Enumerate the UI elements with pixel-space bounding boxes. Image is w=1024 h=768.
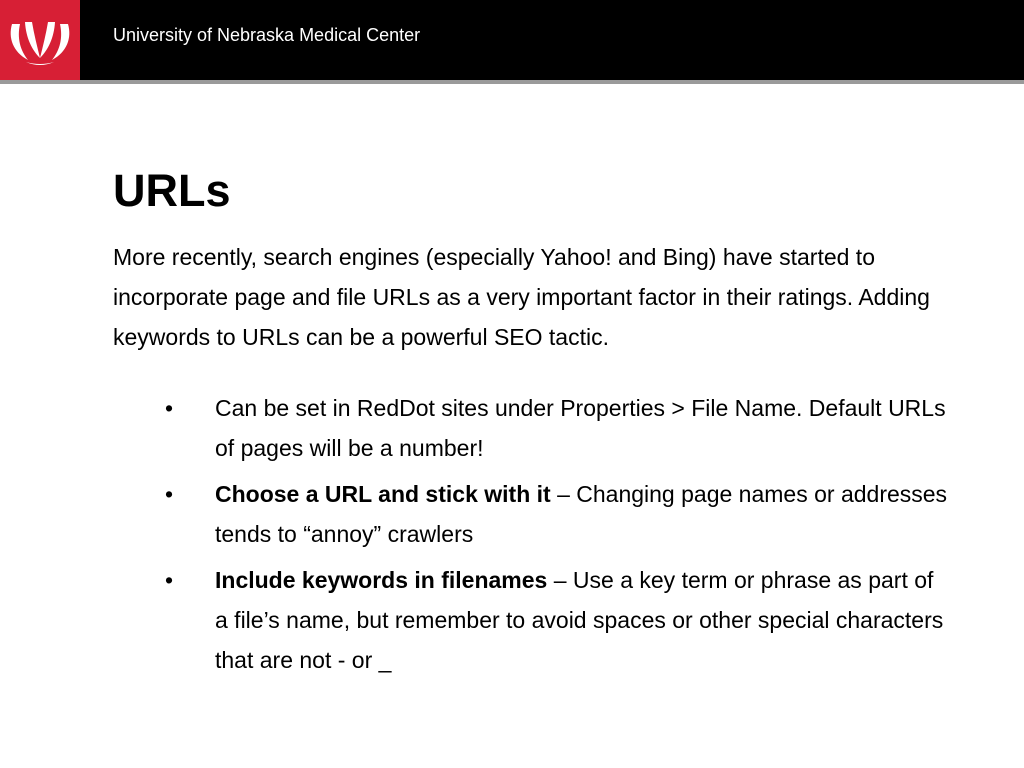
bullet-text: – Use a key term or phrase as part of a file’s name, but remember to avoid spaces or other special characters that are not - or _ (215, 567, 944, 673)
bullet-text: Can be set in RedDot sites under Properties > File Name. Default URLs of pages will be a number! (215, 395, 946, 461)
bullet-marker: • (165, 481, 174, 507)
bullet-item-2 (0, 474, 950, 554)
unmc-flame-logo-icon (0, 0, 80, 80)
header-divider (0, 80, 1024, 84)
bullet-marker: • (165, 395, 174, 421)
unmc-logo (0, 0, 80, 80)
bullet-item-3 (0, 560, 950, 680)
intro-paragraph: More recently, search engines (especially Yahoo! and Bing) have started to incorporate page and file URLs as a very important factor in their ratings. Adding keywords to URLs can be a powerful SEO tactic. (113, 244, 930, 350)
header-bar (0, 0, 1024, 80)
bullet-heading: Include keywords in filenames (215, 567, 548, 593)
slide-title: URLs (113, 165, 231, 216)
bullet-text: – Changing page names or addresses tends to “annoy” crawlers (215, 481, 948, 547)
organization-name: University of Nebraska Medical Center (113, 25, 421, 45)
bullet-heading: Choose a URL and stick with it (215, 481, 551, 507)
bullet-item-1 (0, 388, 950, 468)
bullet-marker: • (165, 567, 174, 593)
bullet-list (0, 388, 1024, 686)
